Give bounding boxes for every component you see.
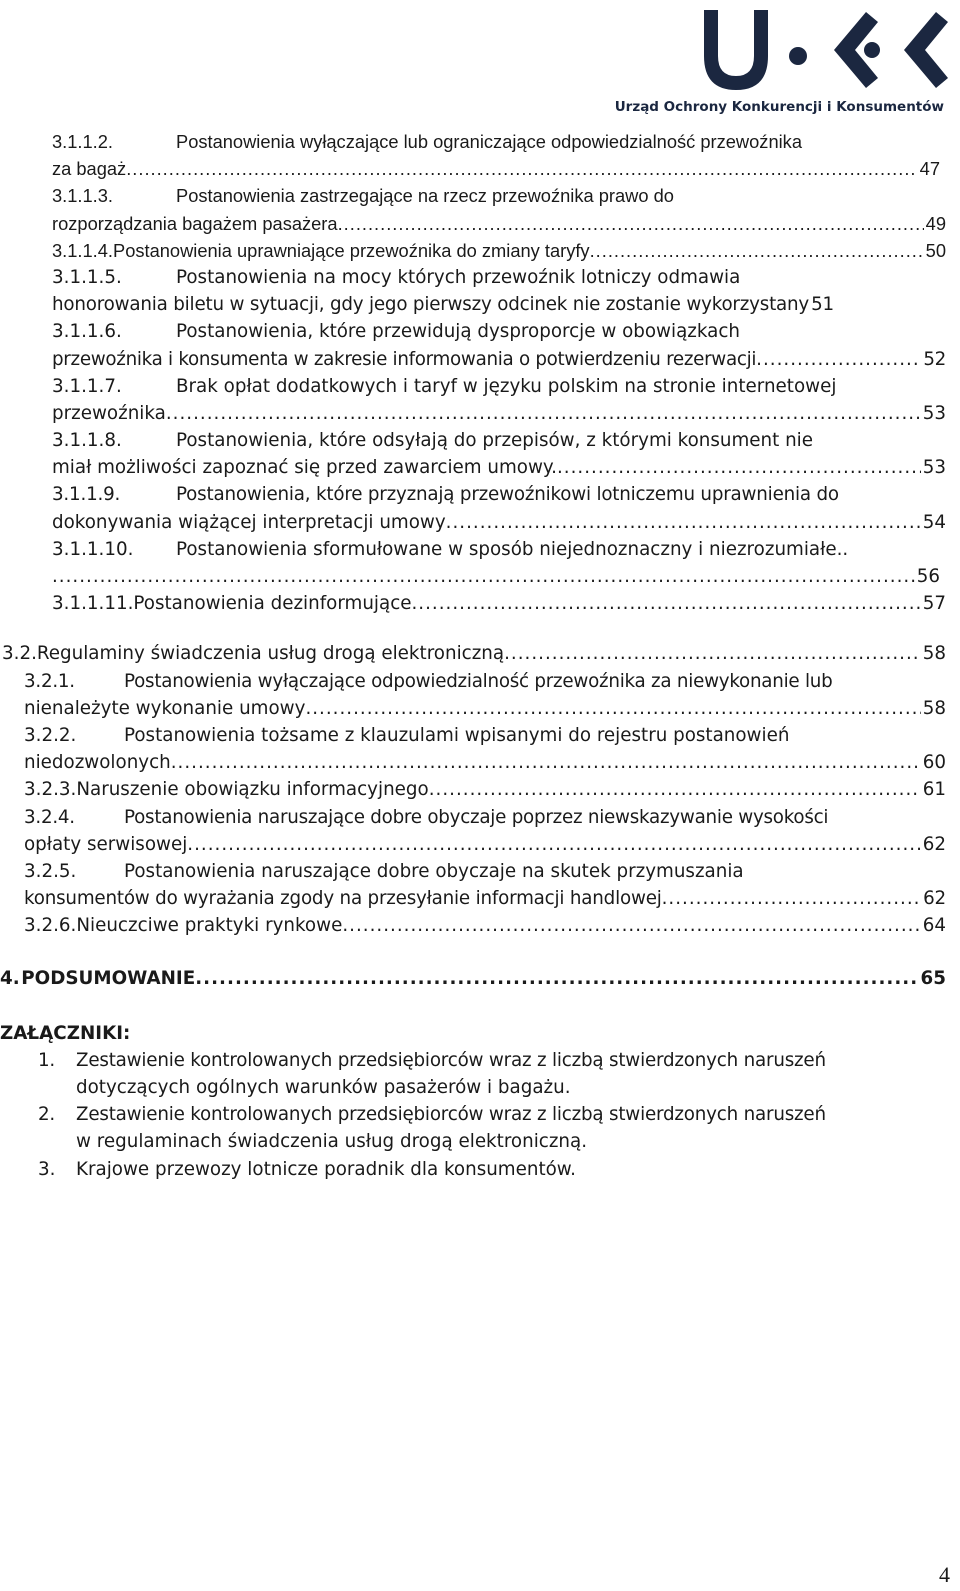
toc-number: 3.1.1.7. [52, 375, 122, 397]
toc-entry-continuation[interactable] [24, 831, 946, 858]
toc-entry-continuation[interactable] [52, 155, 940, 182]
toc-title: Postanowienia, które przewidują dysproporcje w obowiązkach [176, 321, 740, 343]
toc-page: 60 [922, 752, 946, 774]
toc-page: 58 [922, 697, 946, 719]
toc-entry-3-2-3[interactable] [24, 776, 946, 803]
toc-entry-3-1-1-4[interactable] [52, 237, 946, 264]
toc-leader [195, 965, 918, 992]
toc-page: 53 [922, 457, 946, 479]
toc-number: 3.1.1.4. [52, 239, 113, 261]
toc-entry-3-1-1-2[interactable] [52, 128, 958, 155]
toc-number: 3.2.2. [24, 724, 77, 746]
toc-number: 3.1.1.5. [52, 266, 122, 288]
toc-entry-3-2-2[interactable] [24, 722, 958, 749]
annexes-heading: ZAŁĄCZNIKI: [0, 1022, 131, 1044]
toc-entry-continuation[interactable] [52, 509, 946, 536]
toc-number: 3.1.1.9. [52, 484, 121, 506]
annex-3 [38, 1156, 958, 1183]
spacer [0, 939, 958, 965]
toc-entry-4[interactable] [0, 965, 946, 992]
toc-leader [504, 640, 921, 667]
toc-number: 3.2. [2, 643, 37, 665]
annex-title: Zestawienie kontrolowanych przedsiębiorców wraz z liczbą stwierdzonych naruszeń [76, 1104, 826, 1126]
toc-entry-3-2-4[interactable] [24, 804, 958, 831]
toc-entry-3-1-1-6[interactable] [52, 318, 958, 345]
toc-entry-continuation[interactable] [52, 210, 946, 237]
toc-page: 51 [811, 294, 834, 316]
table-of-contents [0, 128, 958, 1183]
toc-entry-continuation[interactable] [52, 346, 946, 373]
toc-title-continuation: honorowania biletu w sytuacji, gdy jego pierwszy odcinek nie zostanie wykorzystany [52, 294, 810, 316]
toc-entry-continuation[interactable] [52, 291, 946, 318]
toc-entry-continuation[interactable] [52, 400, 946, 427]
toc-title: Postanowienia na mocy których przewoźnik lotniczy odmawia [176, 266, 741, 288]
logo-caption: Urząd Ochrony Konkurencji i Konsumentów [614, 99, 944, 115]
toc-entry-continuation[interactable] [52, 563, 940, 590]
annex-title: Krajowe przewozy lotnicze poradnik dla konsumentów. [76, 1158, 576, 1180]
toc-number: 3.1.1.11. [52, 593, 134, 615]
uokik-logo-icon [698, 4, 950, 96]
toc-number: 3.1.1.10. [52, 538, 134, 560]
toc-leader [429, 776, 921, 803]
toc-title: Naruszenie obowiązku informacyjnego [76, 779, 429, 801]
toc-page: 57 [922, 593, 946, 615]
toc-leader [166, 400, 921, 427]
toc-title-continuation: przewoźnika i konsumenta w zakresie informowania o potwierdzeniu rezerwacji [52, 348, 757, 370]
toc-page: 61 [922, 779, 946, 801]
toc-number: 3.1.1.3. [52, 185, 113, 207]
toc-entry-3-1-1-5[interactable] [52, 264, 958, 291]
toc-leader [126, 155, 917, 182]
page-number: 4 [939, 1562, 950, 1587]
toc-number: 3.1.1.2. [52, 131, 113, 152]
toc-number: 3.2.1. [24, 670, 75, 692]
annex-number: 3. [38, 1158, 56, 1180]
toc-title: Nieuczciwe praktyki rynkowe [76, 915, 343, 937]
toc-title-continuation: przewoźnika [52, 402, 166, 424]
toc-title-continuation: za bagaż [52, 158, 127, 180]
toc-page: 53 [922, 402, 946, 424]
annex-2 [38, 1101, 958, 1128]
toc-number: 3.1.1.8. [52, 430, 122, 452]
toc-leader [756, 346, 921, 373]
toc-entry-continuation[interactable] [52, 454, 946, 481]
toc-title: Postanowienia naruszające dobre obyczaje poprzez niewskazywanie wysokości [124, 806, 829, 828]
uokik-logo [614, 4, 950, 120]
annex-2-continuation: w regulaminach świadczenia usług drogą elektroniczną. [76, 1131, 588, 1153]
toc-page: 52 [923, 348, 946, 370]
annex-number: 2. [38, 1104, 56, 1126]
toc-title-continuation: niedozwolonych [24, 752, 171, 774]
toc-title: Postanowienia zastrzegające na rzecz przewoźnika prawo do [176, 185, 674, 207]
toc-page: 62 [922, 833, 946, 855]
toc-title-continuation: miał możliwości zapoznać się przed zawarciem umowy. [52, 457, 557, 479]
toc-title: Postanowienia, które przyznają przewoźnikowi lotniczemu uprawnienia do [176, 484, 839, 506]
toc-leader [52, 563, 915, 590]
toc-title: Postanowienia uprawniające przewoźnika do zmiany taryfy [113, 239, 590, 261]
toc-entry-3-2-6[interactable] [24, 912, 946, 939]
toc-entry-3-1-1-9[interactable] [52, 481, 958, 508]
toc-page: 56 [916, 566, 940, 587]
toc-title: PODSUMOWANIE [21, 968, 196, 990]
toc-leader [171, 749, 921, 776]
toc-entry-continuation[interactable] [24, 749, 946, 776]
annex-number: 1. [38, 1049, 56, 1071]
toc-page: 58 [922, 643, 946, 665]
toc-page: 62 [923, 888, 946, 910]
toc-title-continuation: dokonywania wiążącej interpretacji umowy [52, 511, 446, 533]
toc-title: Brak opłat dodatkowych i taryf w języku polskim na stronie internetowej [176, 375, 837, 397]
toc-entry-continuation[interactable] [24, 695, 946, 722]
toc-entry-continuation[interactable] [24, 885, 946, 912]
toc-entry-3-1-1-7[interactable] [52, 373, 958, 400]
toc-entry-3-2-1[interactable] [24, 668, 958, 695]
annex-1-continuation: dotyczących ogólnych warunków pasażerów i bagażu. [76, 1077, 571, 1098]
toc-number: 3.2.3. [24, 779, 77, 801]
toc-page: 50 [925, 239, 946, 261]
toc-number: 4. [0, 968, 20, 990]
toc-page: 49 [925, 212, 946, 234]
toc-page: 64 [922, 915, 946, 937]
toc-entry-3-2[interactable] [2, 640, 946, 667]
toc-title-continuation: konsumentów do wyrażania zgody na przesyłanie informacji handlowej [24, 888, 662, 910]
toc-leader [412, 590, 921, 617]
toc-number: 3.2.6. [24, 915, 77, 937]
toc-title: Postanowienia wyłączające lub ograniczające odpowiedzialność przewoźnika [176, 131, 802, 152]
annex-title: Zestawienie kontrolowanych przedsiębiorców wraz z liczbą stwierdzonych naruszeń [76, 1049, 826, 1071]
toc-leader [557, 454, 921, 481]
toc-title-continuation: opłaty serwisowej [24, 833, 188, 855]
toc-title: Postanowienia wyłączające odpowiedzialność przewoźnika za niewykonanie lub [124, 670, 833, 692]
toc-leader [342, 912, 920, 939]
toc-leader [305, 695, 920, 722]
toc-title-continuation: rozporządzania bagażem pasażera [52, 212, 338, 234]
toc-number: 3.2.4. [24, 806, 75, 828]
toc-title: Postanowienia, które odsyłają do przepisów, z którymi konsument nie [176, 430, 813, 452]
toc-number: 3.2.5. [24, 860, 77, 882]
toc-title: Postanowienia naruszające dobre obyczaje na skutek przymuszania [124, 860, 744, 882]
toc-page: 65 [920, 968, 946, 990]
toc-title-continuation: nienależyte wykonanie umowy [24, 697, 306, 719]
toc-page: 47 [919, 158, 940, 180]
toc-number: 3.1.1.6. [52, 321, 122, 343]
toc-entry-3-1-1-10[interactable] [52, 536, 958, 563]
toc-title: Postanowienia sformułowane w sposób niejednoznaczny i niezrozumiałe.. [176, 538, 849, 560]
toc-entry-3-1-1-3[interactable] [52, 182, 958, 209]
toc-leader [187, 831, 920, 858]
spacer [0, 617, 958, 640]
toc-entry-3-1-1-8[interactable] [52, 427, 958, 454]
toc-title: Postanowienia tożsame z klauzulami wpisanymi do rejestru postanowień [124, 724, 790, 746]
toc-page: 54 [922, 511, 946, 533]
annex-1 [38, 1047, 958, 1074]
toc-leader [338, 210, 924, 237]
toc-entry-3-1-1-11[interactable] [52, 590, 946, 617]
toc-title: Postanowienia dezinformujące [133, 593, 412, 615]
toc-entry-3-2-5[interactable] [24, 858, 958, 885]
spacer [0, 993, 958, 1020]
toc-title: Regulaminy świadczenia usług drogą elektroniczną [36, 643, 505, 665]
toc-leader [446, 509, 921, 536]
toc-leader [590, 237, 924, 264]
toc-leader [662, 885, 922, 912]
